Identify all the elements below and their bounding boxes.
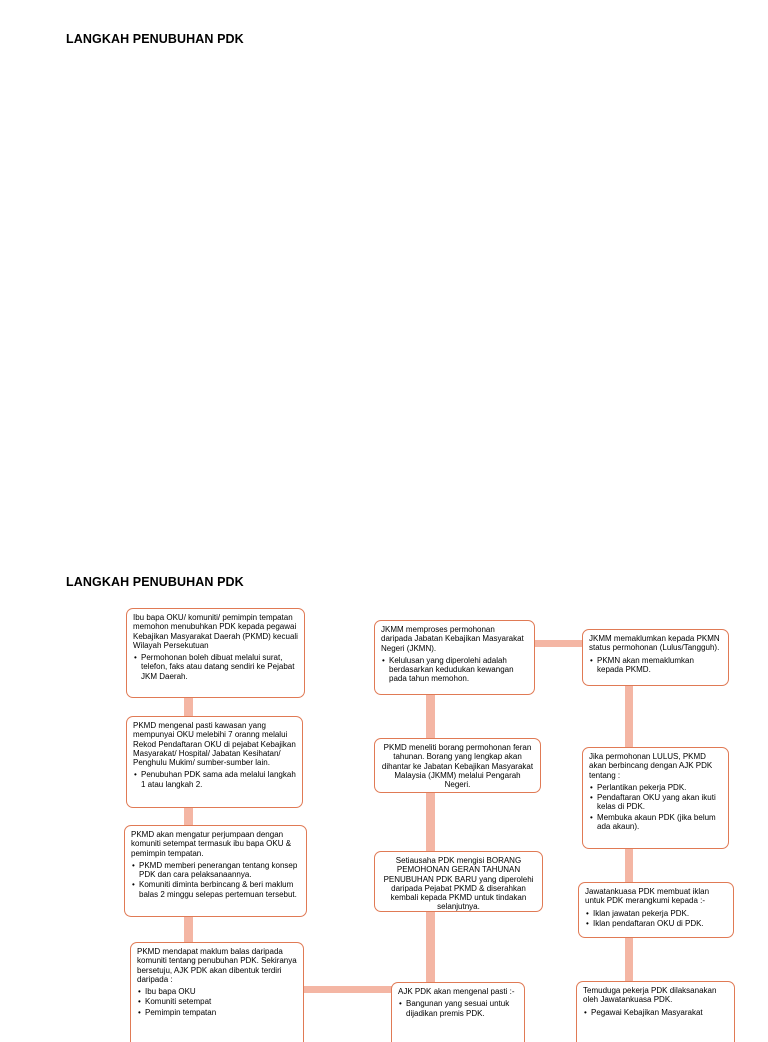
flow-step-left-4 (130, 942, 304, 1042)
flow-step-middle-1 (374, 620, 535, 695)
page-title-flowchart: LANGKAH PENUBUHAN PDK (66, 575, 244, 589)
flow-step-bullet: • Komuniti diminta berbincang & beri maklum balas 2 minggu selepas pertemuan tersebut. (131, 880, 300, 899)
flow-step-left-3 (124, 825, 307, 917)
page-title-top: LANGKAH PENUBUHAN PDK (66, 32, 244, 46)
flow-step-bullet: • PKMN akan memaklumkan kepada PKMD. (589, 656, 722, 675)
flow-step-bullet: • Membuka akaun PDK (jika belum ada akaun). (589, 813, 722, 832)
flow-step-text: Jika permohonan LULUS, PKMD akan berbincang dengan AJK PDK tentang : (589, 752, 713, 780)
flow-step-right-4 (576, 981, 735, 1042)
connector-left-to-middle (302, 986, 394, 993)
connector-middle-to-right (534, 640, 584, 647)
flow-step-bullet: • PKMD memberi penerangan tentang konsep PDK dan cara pelaksanaannya. (131, 861, 300, 880)
flow-step-bullet: • Iklan pendaftaran OKU di PDK. (585, 919, 727, 928)
flow-step-text: JKMM memproses permohonan daripada Jabatan Kebajikan Masyarakat Negeri (JKMN). (381, 625, 524, 653)
flow-step-text: JKMM memaklumkan kepada PKMN status permohonan (Lulus/Tangguh). (589, 634, 720, 653)
flow-step-bullet: • Kelulusan yang diperolehi adalah berdasarkan kedudukan kewangan pada tahun memohon. (381, 656, 528, 684)
flow-step-left-1 (126, 608, 305, 698)
flow-step-bullet: • Pendaftaran OKU yang akan ikuti kelas di PDK. (589, 793, 722, 812)
flow-step-bullet: • Bangunan yang sesuai untuk dijadikan premis PDK. (398, 999, 518, 1018)
flow-step-bullet: • Perlantikan pekerja PDK. (589, 783, 722, 792)
flow-step-text: AJK PDK akan mengenal pasti :- (398, 987, 515, 996)
flow-step-bullet: • Komuniti setempat (137, 997, 297, 1006)
flow-step-bullet: • Ibu bapa OKU (137, 987, 297, 996)
flow-step-bullet: • Iklan jawatan pekerja PDK. (585, 909, 727, 918)
flow-step-middle-4 (391, 982, 525, 1042)
flow-step-text: PKMD meneliti borang permohonan feran tahunan. Borang yang lengkap akan dihantar ke Jabatan Kebajikan Masyarakat Malaysia (JKMM) melalui Pengarah Negeri. (381, 743, 534, 790)
flow-step-right-3 (578, 882, 734, 938)
flow-step-text: PKMD mengenal pasti kawasan yang mempunyai OKU melebihi 7 oranng melalui Rekod Pendaftaran OKU di pejabat Kebajikan Masyarakat/ Hospital/ Jabatan Kesihatan/ Penghulu Mukim/ sumber-sumber lain. (133, 721, 296, 768)
flow-step-bullet: • Penubuhan PDK sama ada melalui langkah 1 atau langkah 2. (133, 770, 296, 789)
flow-step-middle-2 (374, 738, 541, 793)
flow-step-text: Temuduga pekerja PDK dilaksanakan oleh Jawatankuasa PDK. (583, 986, 717, 1005)
flow-step-right-2 (582, 747, 729, 849)
flow-step-text: PKMD akan mengatur perjumpaan dengan komuniti setempat termasuk ibu bapa OKU & pemimpin tempatan. (131, 830, 292, 858)
flow-step-bullet: • Permohonan boleh dibuat melalui surat, telefon, faks atau datang sendiri ke Pejabat JKM Daerah. (133, 653, 298, 681)
flow-step-text: Setiausaha PDK mengisi BORANG PEMOHONAN GERAN TAHUNAN PENUBUHAN PDK BARU yang diperolehi daripada Pejabat PKMD & diserahkan kembali kepada PKMD untuk tindakan selanjutnya. (383, 856, 534, 912)
flow-step-right-1 (582, 629, 729, 686)
flow-step-text: PKMD mendapat maklum balas daripada komuniti tentang penubuhan PDK. Sekiranya bersetuju, AJK PDK akan dibentuk terdiri daripada : (137, 947, 297, 984)
flow-step-text: Jawatankuasa PDK membuat iklan untuk PDK merangkumi kepada :- (585, 887, 710, 906)
flow-step-text: Ibu bapa OKU/ komuniti/ pemimpin tempatan memohon menubuhkan PDK kepada pegawai Kebajikan Masyarakat Daerah (PKMD) kecuali Wilayah Persekutuan (133, 613, 298, 650)
flow-step-middle-3 (374, 851, 543, 912)
flow-step-left-2 (126, 716, 303, 808)
flow-step-bullet: • Pegawai Kebajikan Masyarakat (583, 1008, 728, 1017)
flow-step-bullet: • Pemimpin tempatan (137, 1008, 297, 1017)
